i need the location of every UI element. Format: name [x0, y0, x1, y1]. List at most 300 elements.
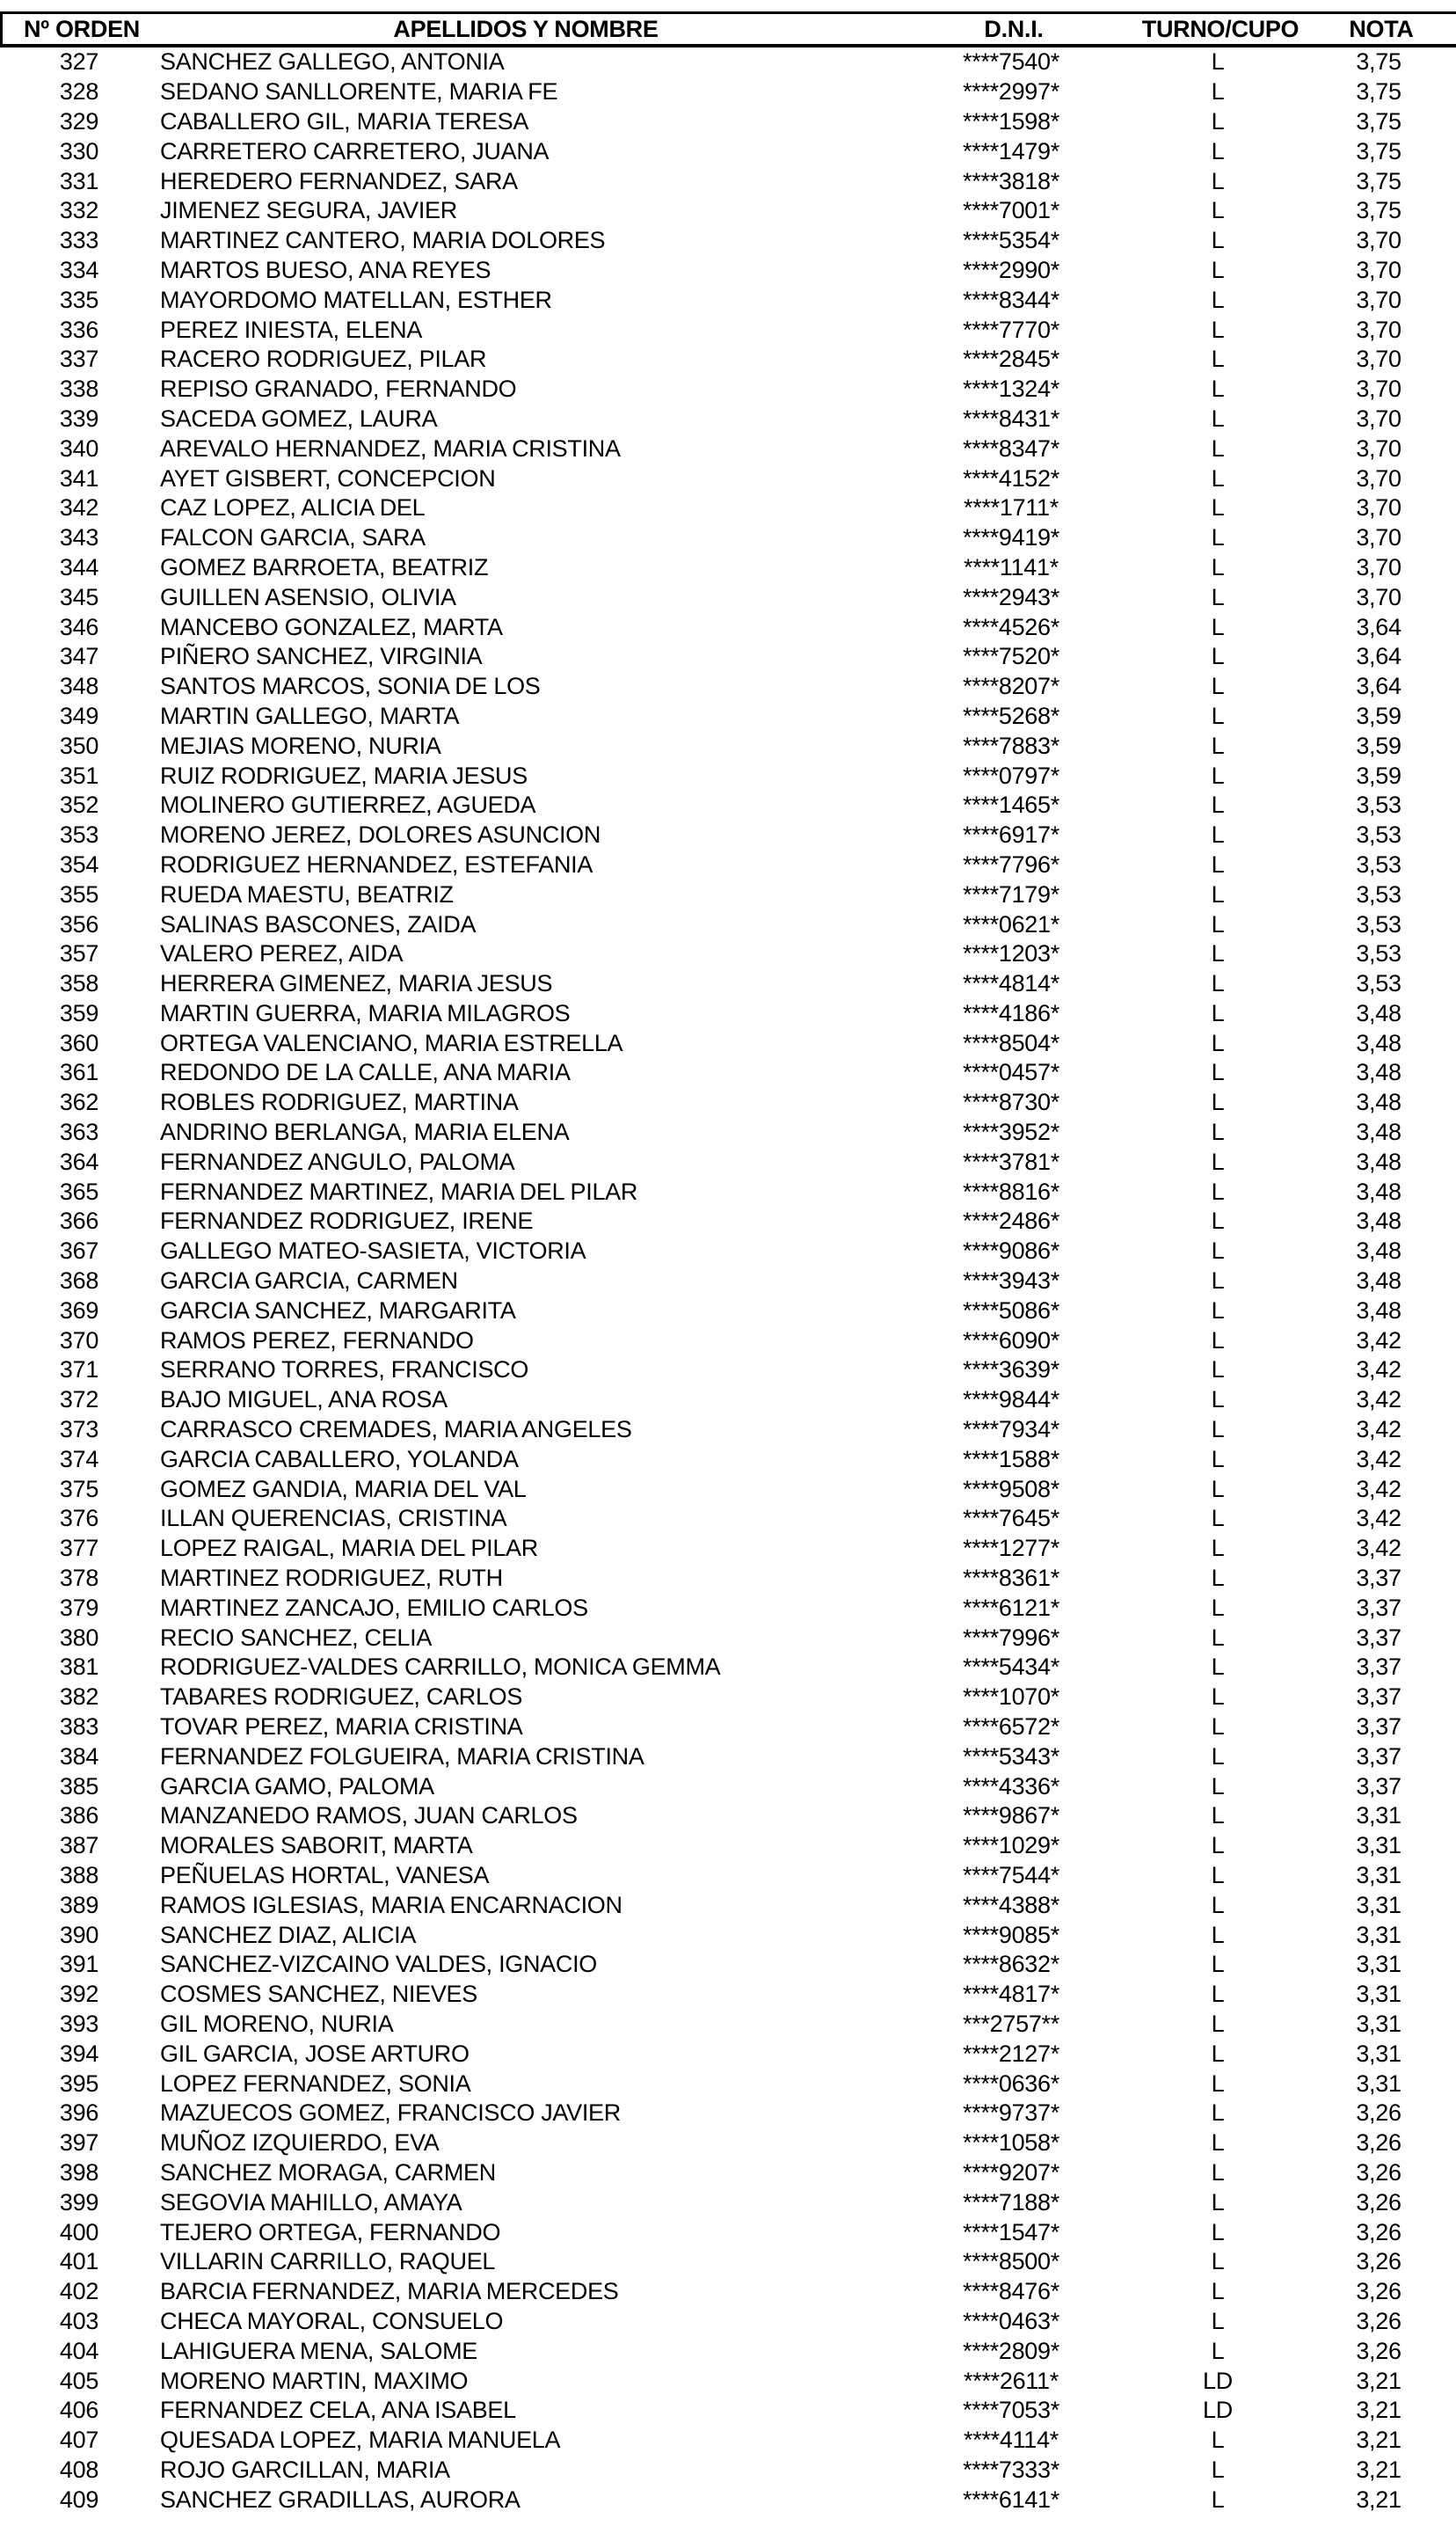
cell-dni: ****1058*	[963, 2129, 1059, 2157]
cell-orden: 373	[59, 1416, 99, 1443]
cell-apellidos-nombre: LAHIGUERA MENA, SALOME	[160, 2337, 477, 2364]
cell-nota: 3,26	[1356, 2218, 1401, 2245]
cell-turno-cupo: L	[1211, 1862, 1225, 1888]
cell-turno-cupo: L	[1211, 494, 1225, 522]
cell-turno-cupo: L	[1211, 256, 1225, 283]
cell-nota: 3,48	[1356, 1089, 1401, 1116]
table-row	[0, 1741, 1456, 1771]
cell-nota: 3,48	[1356, 1237, 1401, 1265]
table-row	[0, 2158, 1456, 2188]
table-row	[0, 2039, 1456, 2069]
cell-apellidos-nombre: SANTOS MARCOS, SONIA DE LOS	[160, 673, 541, 700]
cell-nota: 3,48	[1356, 1178, 1401, 1205]
cell-turno-cupo: L	[1211, 1029, 1225, 1056]
cell-apellidos-nombre: GARCIA CABALLERO, YOLANDA	[160, 1445, 519, 1472]
table-row	[0, 1325, 1456, 1355]
cell-turno-cupo: L	[1211, 2070, 1225, 2097]
cell-dni: ***2757**	[963, 2010, 1059, 2037]
cell-nota: 3,70	[1356, 346, 1401, 373]
cell-apellidos-nombre: GOMEZ BARROETA, BEATRIZ	[160, 553, 489, 580]
cell-turno-cupo: L	[1211, 2427, 1225, 2454]
cell-turno-cupo: L	[1211, 1475, 1225, 1502]
cell-dni: ****4817*	[963, 1981, 1059, 2008]
cell-turno-cupo: L	[1211, 1445, 1225, 1472]
cell-apellidos-nombre: CARRETERO CARRETERO, JUANA	[160, 137, 550, 164]
table-row	[0, 2099, 1456, 2128]
table-row	[0, 1415, 1456, 1445]
cell-dni: ****9085*	[963, 1921, 1059, 1948]
table-row	[0, 1861, 1456, 1891]
table-row	[0, 47, 1456, 77]
table-row	[0, 1444, 1456, 1474]
column-header-apellidos-nombre: APELLIDOS Y NOMBRE	[393, 15, 659, 42]
cell-dni: ****1029*	[963, 1832, 1059, 1859]
cell-apellidos-nombre: SACEDA GOMEZ, LAURA	[160, 405, 438, 432]
cell-turno-cupo: L	[1211, 1356, 1225, 1383]
cell-apellidos-nombre: MARTIN GALLEGO, MARTA	[160, 702, 460, 729]
cell-turno-cupo: L	[1211, 524, 1225, 551]
cell-nota: 3,21	[1356, 2456, 1401, 2483]
cell-nota: 3,31	[1356, 1981, 1401, 2008]
cell-dni: ****7645*	[963, 1505, 1059, 1532]
cell-turno-cupo: L	[1211, 553, 1225, 580]
cell-dni: ****4388*	[963, 1891, 1059, 1918]
cell-nota: 3,53	[1356, 821, 1401, 849]
table-row	[0, 1831, 1456, 1861]
cell-orden: 393	[59, 2010, 99, 2037]
cell-orden: 329	[59, 107, 99, 135]
cell-nota: 3,26	[1356, 2307, 1401, 2334]
cell-orden: 378	[59, 1565, 99, 1592]
cell-orden: 397	[59, 2129, 99, 2157]
cell-orden: 409	[59, 2486, 99, 2513]
cell-dni: ****3781*	[963, 1148, 1059, 1175]
cell-turno-cupo: L	[1211, 702, 1225, 729]
cell-orden: 404	[59, 2337, 99, 2364]
cell-apellidos-nombre: MAYORDOMO MATELLAN, ESTHER	[160, 286, 552, 313]
cell-apellidos-nombre: GALLEGO MATEO-SASIETA, VICTORIA	[160, 1237, 586, 1265]
cell-orden: 338	[59, 376, 99, 403]
cell-dni: ****8632*	[963, 1951, 1059, 1978]
table-row	[0, 315, 1456, 345]
table-row	[0, 1207, 1456, 1237]
cell-nota: 3,70	[1356, 434, 1401, 462]
cell-dni: ****4114*	[964, 2427, 1059, 2454]
cell-nota: 3,70	[1356, 524, 1401, 551]
cell-dni: ****9867*	[963, 1802, 1059, 1829]
cell-turno-cupo: L	[1211, 346, 1225, 373]
cell-nota: 3,26	[1356, 2158, 1401, 2186]
cell-dni: ****4526*	[963, 613, 1059, 640]
cell-dni: ****1070*	[963, 1683, 1059, 1711]
cell-nota: 3,21	[1356, 2427, 1401, 2454]
cell-apellidos-nombre: FALCON GARCIA, SARA	[160, 524, 426, 551]
cell-nota: 3,42	[1356, 1535, 1401, 1562]
cell-dni: ****4186*	[963, 999, 1059, 1026]
cell-nota: 3,75	[1356, 197, 1401, 224]
cell-orden: 381	[59, 1654, 99, 1681]
cell-apellidos-nombre: SEDANO SANLLORENTE, MARIA FE	[160, 78, 558, 106]
cell-apellidos-nombre: GARCIA SANCHEZ, MARGARITA	[160, 1296, 516, 1324]
table-row	[0, 2247, 1456, 2277]
table-row	[0, 1593, 1456, 1623]
table-row	[0, 2010, 1456, 2040]
column-header-nota: NOTA	[1349, 15, 1414, 42]
cell-turno-cupo: L	[1211, 643, 1225, 670]
cell-orden: 358	[59, 970, 99, 997]
cell-apellidos-nombre: GUILLEN ASENSIO, OLIVIA	[160, 583, 456, 610]
cell-nota: 3,26	[1356, 2337, 1401, 2364]
cell-turno-cupo: L	[1211, 1267, 1225, 1295]
cell-orden: 388	[59, 1862, 99, 1888]
table-row	[0, 1771, 1456, 1801]
cell-dni: ****1588*	[963, 1445, 1059, 1472]
cell-nota: 3,42	[1356, 1416, 1401, 1443]
cell-dni: ****0457*	[963, 1059, 1059, 1086]
cell-orden: 357	[59, 940, 99, 967]
table-row	[0, 880, 1456, 909]
cell-apellidos-nombre: FERNANDEZ ANGULO, PALOMA	[160, 1148, 515, 1175]
cell-nota: 3,75	[1356, 167, 1401, 194]
cell-dni: ****8207*	[963, 673, 1059, 700]
cell-turno-cupo: L	[1211, 2337, 1225, 2364]
cell-nota: 3,42	[1356, 1356, 1401, 1383]
cell-dni: ****1277*	[963, 1535, 1059, 1562]
table-row	[0, 2396, 1456, 2426]
cell-nota: 3,21	[1356, 2367, 1401, 2394]
cell-orden: 406	[59, 2397, 99, 2424]
cell-turno-cupo: L	[1211, 107, 1225, 135]
cell-dni: ****7179*	[963, 880, 1059, 908]
cell-dni: ****4336*	[963, 1772, 1059, 1800]
cell-nota: 3,70	[1356, 494, 1401, 522]
cell-dni: ****3818*	[963, 167, 1059, 194]
cell-orden: 401	[59, 2248, 99, 2275]
table-row	[0, 1177, 1456, 1207]
cell-orden: 380	[59, 1624, 99, 1651]
table-row	[0, 851, 1456, 880]
cell-nota: 3,42	[1356, 1475, 1401, 1502]
cell-turno-cupo: L	[1211, 970, 1225, 997]
cell-orden: 390	[59, 1921, 99, 1948]
cell-nota: 3,42	[1356, 1386, 1401, 1413]
cell-orden: 395	[59, 2070, 99, 2097]
cell-dni: ****6090*	[963, 1326, 1059, 1354]
cell-dni: ****9419*	[963, 524, 1059, 551]
cell-dni: ****7996*	[963, 1624, 1059, 1651]
table-row	[0, 791, 1456, 821]
cell-turno-cupo: L	[1211, 1326, 1225, 1354]
cell-dni: ****3639*	[963, 1356, 1059, 1383]
cell-apellidos-nombre: FERNANDEZ RODRIGUEZ, IRENE	[160, 1208, 534, 1235]
cell-apellidos-nombre: SERRANO TORRES, FRANCISCO	[160, 1356, 529, 1383]
cell-apellidos-nombre: SANCHEZ-VIZCAINO VALDES, IGNACIO	[160, 1951, 597, 1978]
cell-orden: 392	[59, 1981, 99, 2008]
cell-nota: 3,70	[1356, 286, 1401, 313]
cell-orden: 347	[59, 643, 99, 670]
cell-dni: ****0636*	[963, 2070, 1059, 2097]
table-row	[0, 285, 1456, 315]
cell-turno-cupo: L	[1211, 1148, 1225, 1175]
table-row	[0, 493, 1456, 523]
cell-nota: 3,70	[1356, 376, 1401, 403]
cell-apellidos-nombre: FERNANDEZ FOLGUEIRA, MARIA CRISTINA	[160, 1742, 644, 1770]
cell-turno-cupo: L	[1211, 1089, 1225, 1116]
cell-orden: 407	[59, 2427, 99, 2454]
table-row	[0, 1653, 1456, 1683]
table-row	[0, 2069, 1456, 2099]
table-row	[0, 1118, 1456, 1148]
cell-orden: 387	[59, 1832, 99, 1859]
table-row	[0, 1564, 1456, 1594]
cell-orden: 399	[59, 2188, 99, 2216]
cell-turno-cupo: L	[1211, 2307, 1225, 2334]
cell-orden: 334	[59, 256, 99, 283]
cell-apellidos-nombre: MAZUECOS GOMEZ, FRANCISCO JAVIER	[160, 2099, 621, 2127]
cell-nota: 3,37	[1356, 1565, 1401, 1592]
cell-nota: 3,70	[1356, 316, 1401, 343]
cell-apellidos-nombre: MUÑOZ IZQUIERDO, EVA	[160, 2129, 440, 2157]
cell-turno-cupo: LD	[1203, 2367, 1233, 2394]
cell-dni: ****7001*	[963, 197, 1059, 224]
table-row	[0, 2307, 1456, 2337]
cell-apellidos-nombre: REDONDO DE LA CALLE, ANA MARIA	[160, 1059, 571, 1086]
cell-dni: ****2990*	[963, 256, 1059, 283]
cell-nota: 3,48	[1356, 1029, 1401, 1056]
cell-orden: 360	[59, 1029, 99, 1056]
table-row	[0, 2217, 1456, 2247]
cell-turno-cupo: L	[1211, 1981, 1225, 2008]
cell-dni: ****5086*	[963, 1296, 1059, 1324]
cell-apellidos-nombre: AYET GISBERT, CONCEPCION	[160, 464, 496, 492]
cell-orden: 355	[59, 880, 99, 908]
cell-apellidos-nombre: SANCHEZ DIAZ, ALICIA	[160, 1921, 417, 1948]
cell-turno-cupo: L	[1211, 1178, 1225, 1205]
table-row	[0, 2277, 1456, 2307]
cell-turno-cupo: L	[1211, 2099, 1225, 2127]
cell-apellidos-nombre: JIMENEZ SEGURA, JAVIER	[160, 197, 457, 224]
cell-turno-cupo: L	[1211, 851, 1225, 878]
table-row	[0, 196, 1456, 226]
cell-orden: 342	[59, 494, 99, 522]
cell-turno-cupo: L	[1211, 316, 1225, 343]
cell-dni: ****8431*	[963, 405, 1059, 432]
cell-turno-cupo: LD	[1203, 2397, 1233, 2424]
cell-orden: 385	[59, 1772, 99, 1800]
cell-nota: 3,31	[1356, 1951, 1401, 1978]
cell-apellidos-nombre: GARCIA GAMO, PALOMA	[160, 1772, 434, 1800]
cell-dni: ****6121*	[963, 1594, 1059, 1621]
cell-apellidos-nombre: FERNANDEZ MARTINEZ, MARIA DEL PILAR	[160, 1178, 638, 1205]
cell-orden: 335	[59, 286, 99, 313]
cell-nota: 3,53	[1356, 880, 1401, 908]
cell-apellidos-nombre: MANZANEDO RAMOS, JUAN CARLOS	[160, 1802, 578, 1829]
cell-orden: 366	[59, 1208, 99, 1235]
cell-orden: 344	[59, 553, 99, 580]
cell-dni: ****6572*	[963, 1713, 1059, 1741]
cell-apellidos-nombre: ORTEGA VALENCIANO, MARIA ESTRELLA	[160, 1029, 623, 1056]
cell-turno-cupo: L	[1211, 940, 1225, 967]
cell-orden: 353	[59, 821, 99, 849]
cell-apellidos-nombre: GIL MORENO, NURIA	[160, 2010, 394, 2037]
cell-nota: 3,37	[1356, 1683, 1401, 1711]
cell-orden: 361	[59, 1059, 99, 1086]
cell-dni: ****8344*	[963, 286, 1059, 313]
cell-nota: 3,37	[1356, 1742, 1401, 1770]
cell-apellidos-nombre: MARTINEZ RODRIGUEZ, RUTH	[160, 1565, 503, 1592]
cell-nota: 3,31	[1356, 2070, 1401, 2097]
cell-apellidos-nombre: MANCEBO GONZALEZ, MARTA	[160, 613, 503, 640]
cell-apellidos-nombre: FERNANDEZ CELA, ANA ISABEL	[160, 2397, 516, 2424]
cell-nota: 3,37	[1356, 1654, 1401, 1681]
table-row	[0, 1920, 1456, 1950]
cell-nota: 3,53	[1356, 940, 1401, 967]
cell-orden: 403	[59, 2307, 99, 2334]
cell-apellidos-nombre: RAMOS PEREZ, FERNANDO	[160, 1326, 474, 1354]
cell-apellidos-nombre: ROBLES RODRIGUEZ, MARTINA	[160, 1089, 519, 1116]
cell-apellidos-nombre: ANDRINO BERLANGA, MARIA ELENA	[160, 1119, 570, 1146]
cell-turno-cupo: L	[1211, 137, 1225, 164]
cell-orden: 343	[59, 524, 99, 551]
cell-nota: 3,48	[1356, 999, 1401, 1026]
cell-nota: 3,75	[1356, 78, 1401, 106]
cell-dni: ****3943*	[963, 1267, 1059, 1295]
cell-dni: ****0621*	[963, 910, 1059, 938]
table-row	[0, 1385, 1456, 1415]
table-header-row	[0, 11, 1456, 47]
cell-dni: ****5343*	[963, 1742, 1059, 1770]
cell-orden: 367	[59, 1237, 99, 1265]
cell-orden: 408	[59, 2456, 99, 2483]
table-row	[0, 821, 1456, 851]
cell-nota: 3,75	[1356, 137, 1401, 164]
cell-apellidos-nombre: RUEDA MAESTU, BEATRIZ	[160, 880, 454, 908]
table-row	[0, 582, 1456, 612]
cell-orden: 386	[59, 1802, 99, 1829]
cell-turno-cupo: L	[1211, 376, 1225, 403]
cell-orden: 400	[59, 2218, 99, 2245]
table-row	[0, 672, 1456, 702]
cell-turno-cupo: L	[1211, 78, 1225, 106]
cell-turno-cupo: L	[1211, 1921, 1225, 1948]
table-row	[0, 405, 1456, 434]
cell-nota: 3,70	[1356, 553, 1401, 580]
cell-dni: ****4152*	[963, 464, 1059, 492]
cell-turno-cupo: L	[1211, 1951, 1225, 1978]
cell-orden: 372	[59, 1386, 99, 1413]
cell-nota: 3,53	[1356, 970, 1401, 997]
cell-turno-cupo: L	[1211, 1535, 1225, 1562]
table-row	[0, 731, 1456, 761]
cell-dni: ****6141*	[963, 2486, 1059, 2513]
table-row	[0, 256, 1456, 286]
cell-orden: 375	[59, 1475, 99, 1502]
cell-turno-cupo: L	[1211, 2456, 1225, 2483]
cell-turno-cupo: L	[1211, 1832, 1225, 1859]
cell-orden: 345	[59, 583, 99, 610]
cell-nota: 3,75	[1356, 107, 1401, 135]
cell-apellidos-nombre: ROJO GARCILLAN, MARIA	[160, 2456, 450, 2483]
table-row	[0, 1028, 1456, 1058]
cell-dni: ****7520*	[963, 643, 1059, 670]
cell-nota: 3,48	[1356, 1119, 1401, 1146]
cell-apellidos-nombre: SEGOVIA MAHILLO, AMAYA	[160, 2188, 462, 2216]
cell-dni: ****4814*	[963, 970, 1059, 997]
table-row	[0, 1267, 1456, 1296]
cell-orden: 364	[59, 1148, 99, 1175]
cell-nota: 3,42	[1356, 1445, 1401, 1472]
cell-turno-cupo: L	[1211, 1594, 1225, 1621]
cell-orden: 389	[59, 1891, 99, 1918]
cell-turno-cupo: L	[1211, 1565, 1225, 1592]
cell-nota: 3,31	[1356, 1921, 1401, 1948]
cell-nota: 3,53	[1356, 910, 1401, 938]
cell-apellidos-nombre: ILLAN QUERENCIAS, CRISTINA	[160, 1505, 507, 1532]
cell-dni: ****0463*	[963, 2307, 1059, 2334]
cell-orden: 377	[59, 1535, 99, 1562]
cell-turno-cupo: L	[1211, 732, 1225, 759]
table-row	[0, 136, 1456, 166]
cell-apellidos-nombre: GOMEZ GANDIA, MARIA DEL VAL	[160, 1475, 527, 1502]
cell-apellidos-nombre: HERRERA GIMENEZ, MARIA JESUS	[160, 970, 553, 997]
table-row	[0, 1237, 1456, 1267]
cell-dni: ****8500*	[963, 2248, 1059, 2275]
table-row	[0, 1683, 1456, 1712]
cell-nota: 3,37	[1356, 1624, 1401, 1651]
cell-apellidos-nombre: SANCHEZ MORAGA, CARMEN	[160, 2158, 496, 2186]
cell-orden: 340	[59, 434, 99, 462]
cell-turno-cupo: L	[1211, 1742, 1225, 1770]
cell-orden: 348	[59, 673, 99, 700]
table-row	[0, 702, 1456, 732]
cell-turno-cupo: L	[1211, 197, 1225, 224]
cell-dni: ****9737*	[963, 2099, 1059, 2127]
cell-nota: 3,70	[1356, 227, 1401, 254]
cell-apellidos-nombre: QUESADA LOPEZ, MARIA MANUELA	[160, 2427, 561, 2454]
cell-nota: 3,26	[1356, 2099, 1401, 2127]
cell-turno-cupo: L	[1211, 821, 1225, 849]
table-row	[0, 553, 1456, 583]
cell-apellidos-nombre: RODRIGUEZ-VALDES CARRILLO, MONICA GEMMA	[160, 1654, 721, 1681]
cell-dni: ****1711*	[964, 494, 1059, 522]
table-row	[0, 939, 1456, 969]
cell-turno-cupo: L	[1211, 1772, 1225, 1800]
cell-turno-cupo: L	[1211, 1237, 1225, 1265]
table-row	[0, 375, 1456, 405]
cell-turno-cupo: L	[1211, 2188, 1225, 2216]
cell-apellidos-nombre: VALERO PEREZ, AIDA	[160, 940, 404, 967]
cell-dni: ****9844*	[963, 1386, 1059, 1413]
cell-turno-cupo: L	[1211, 464, 1225, 492]
cell-dni: ****8730*	[963, 1089, 1059, 1116]
cell-nota: 3,37	[1356, 1594, 1401, 1621]
cell-orden: 350	[59, 732, 99, 759]
cell-dni: ****7883*	[963, 732, 1059, 759]
table-row	[0, 1474, 1456, 1504]
cell-apellidos-nombre: RODRIGUEZ HERNANDEZ, ESTEFANIA	[160, 851, 593, 878]
cell-orden: 351	[59, 762, 99, 789]
cell-turno-cupo: L	[1211, 1059, 1225, 1086]
cell-nota: 3,59	[1356, 762, 1401, 789]
cell-apellidos-nombre: MARTOS BUESO, ANA REYES	[160, 256, 491, 283]
cell-nota: 3,48	[1356, 1059, 1401, 1086]
column-header-orden: Nº ORDEN	[24, 15, 140, 42]
table-row	[0, 999, 1456, 1029]
cell-dni: ****7796*	[963, 851, 1059, 878]
cell-turno-cupo: L	[1211, 405, 1225, 432]
cell-orden: 376	[59, 1505, 99, 1532]
cell-dni: ****5354*	[963, 227, 1059, 254]
